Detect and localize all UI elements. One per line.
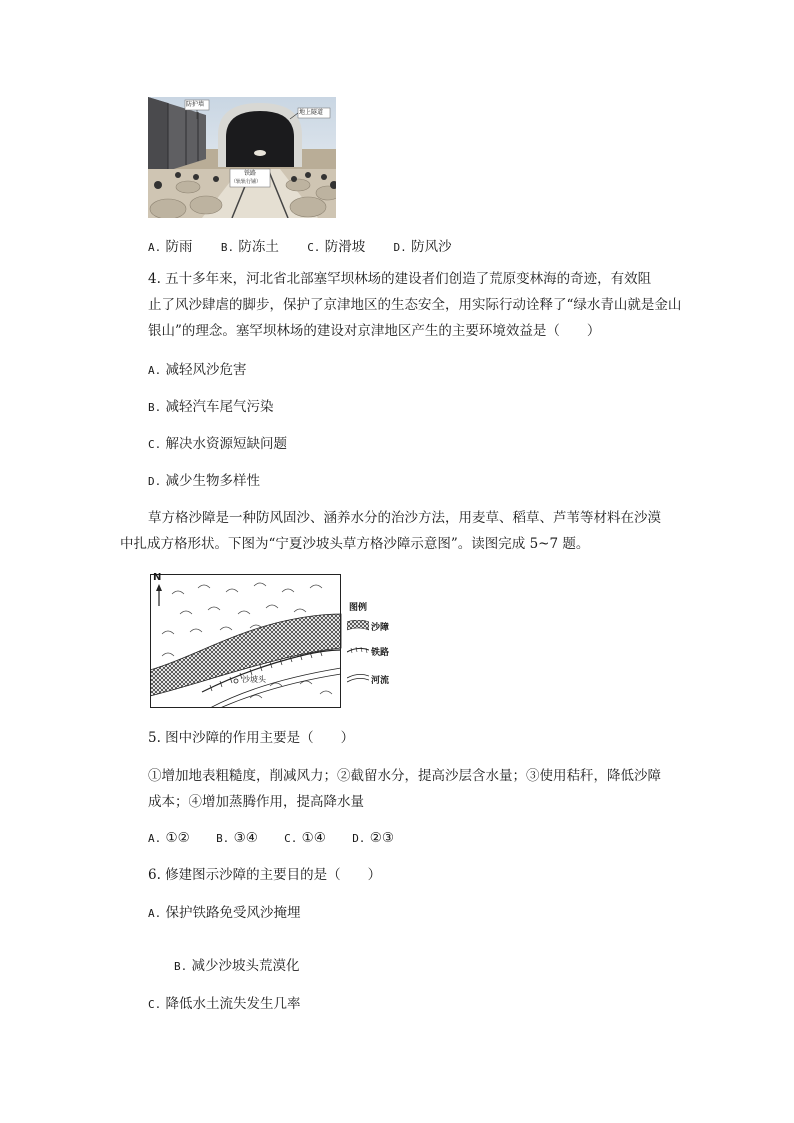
photo-label-rail-sub: （轨轨行铺） [231,179,262,185]
railway-tunnel-photo [148,97,336,218]
intro-line-2: 中扎成方格形状。下图为“宁夏沙坡头草方格沙障示意图”。读图完成 5~7 题。 [120,536,590,552]
q5-option-d[interactable]: D. ②③ [352,830,394,846]
q4-option-d[interactable]: D. 减少生物多样性 [148,473,261,489]
place-label: 沙坡头 [242,675,266,684]
q5-option-a[interactable]: A. ①② [148,830,190,846]
q4-stem-line-2: 止了风沙肆虐的脚步，保护了京津地区的生态安全，用实际行动诠释了“绿水青山就是金山 [148,297,682,313]
photo-label-tunnel: 地上隧道 [299,109,324,116]
q5-stem: 5. 图中沙障的作用主要是（ ） [148,730,355,746]
q3-options [148,238,452,257]
q3-option-d[interactable]: D. 防风沙 [393,239,452,255]
photo-label-rail: 铁路 [244,170,257,177]
q4-option-c[interactable]: C. 解决水资源短缺问题 [148,436,288,452]
q5-option-b[interactable]: B. ③④ [216,830,258,846]
q6-stem: 6. 修建图示沙障的主要目的是（ ） [148,867,382,883]
q4-option-b[interactable]: B. 减轻汽车尾气污染 [148,399,274,415]
intro-line-1: 草方格沙障是一种防风固沙、涵养水分的治沙方法，用麦草、稻草、芦苇等材料在沙漠 [148,510,661,526]
q4-option-a[interactable]: A. 减轻风沙危害 [148,362,247,378]
sand-barrier-map [150,574,345,708]
q3-option-b[interactable]: B. 防冻土 [220,239,279,255]
q4-stem-line-3: 银山”的理念。塞罕坝林场的建设对京津地区产生的主要环境效益是（ ） [148,323,601,339]
q3-option-c[interactable]: C. 防滑坡 [307,239,366,255]
legend-title: 图例 [349,603,368,613]
q4-stem-line-1: 4. 五十多年来，河北省北部塞罕坝林场的建设者们创造了荒原变林海的奇迹，有效阻 [148,271,652,287]
north-label: N [153,572,162,583]
photo-label-wall: 防护墙 [186,101,205,108]
legend-rail: 铁路 [371,648,390,658]
q6-option-a[interactable]: A. 保护铁路免受风沙掩埋 [148,905,301,921]
q5-items-line-1: ①增加地表粗糙度，削减风力；②截留水分，提高沙层含水量；③使用秸秆，降低沙障 [148,768,661,784]
legend-river: 河流 [371,676,390,686]
q6-option-b[interactable]: B. 减少沙坡头荒漠化 [174,958,300,974]
q5-option-c[interactable]: C. ①④ [284,830,326,846]
q5-items-line-2: 成本；④增加蒸腾作用，提高降水量 [148,794,364,810]
q6-option-c[interactable]: C. 降低水土流失发生几率 [148,996,301,1012]
q3-option-a[interactable]: A. 防雨 [148,239,193,255]
map-legend [345,600,405,690]
q5-options [148,829,394,848]
legend-sand: 沙障 [371,623,390,633]
